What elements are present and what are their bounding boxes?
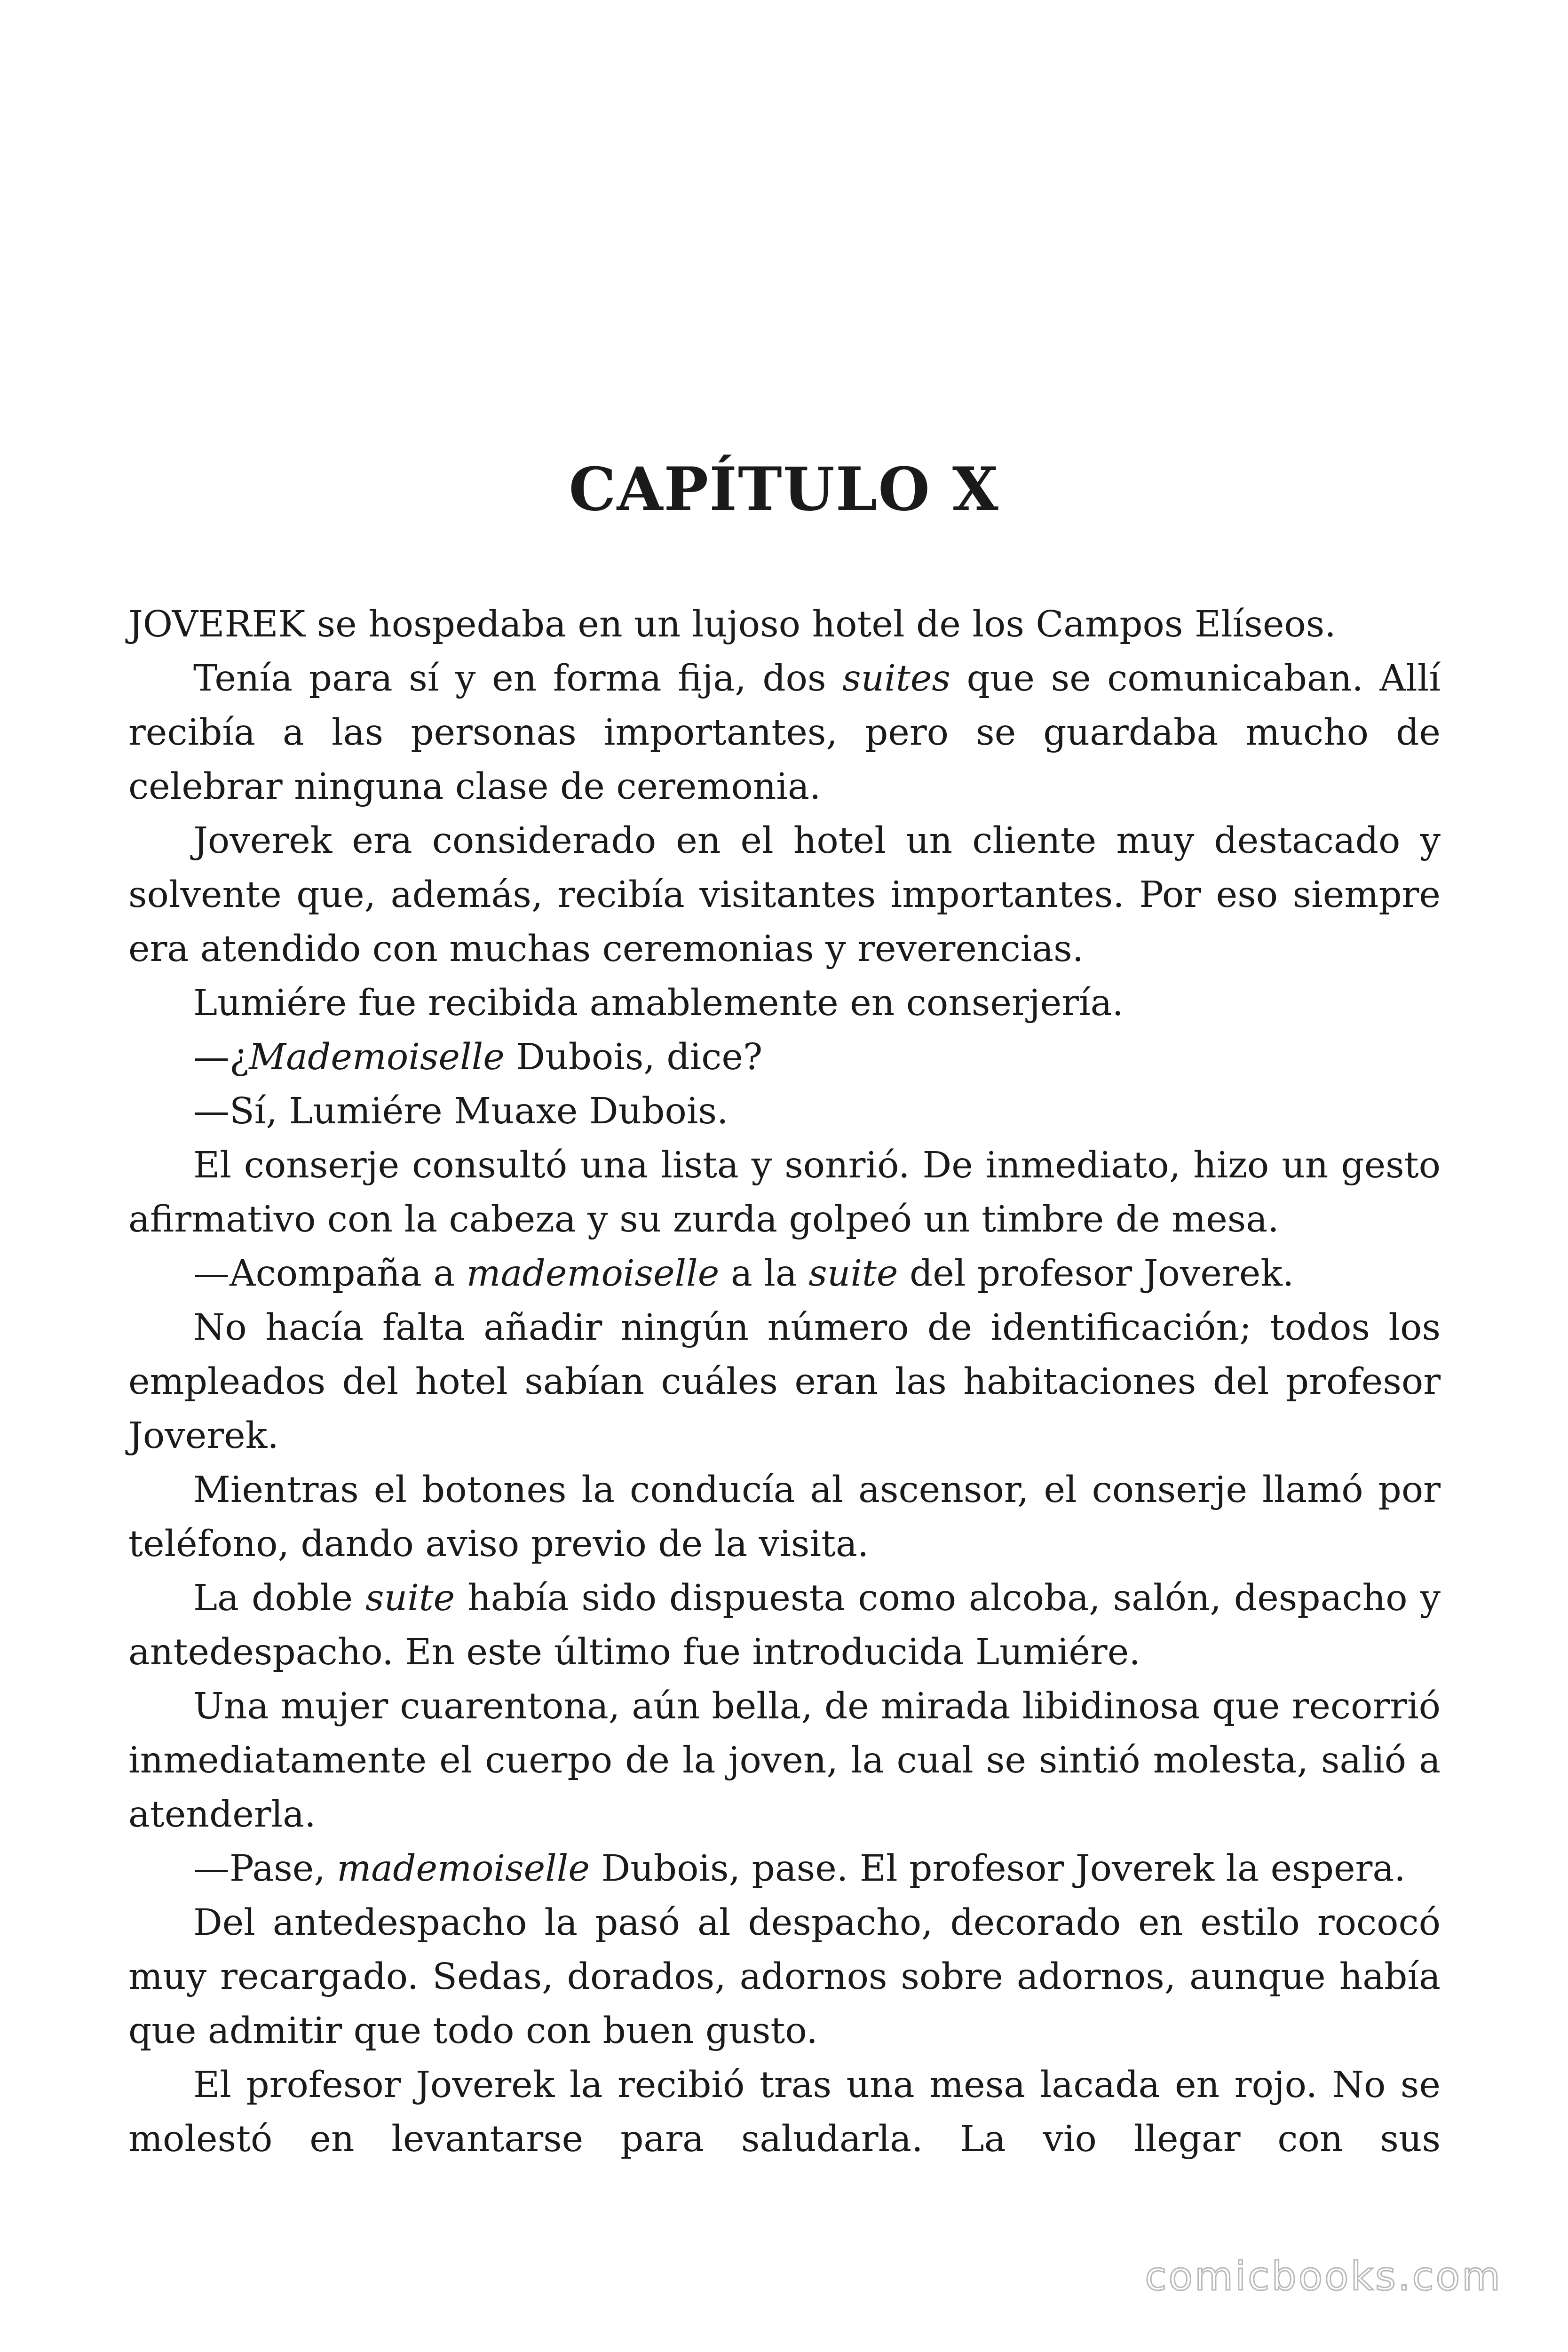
paragraph — [128, 1679, 1441, 1842]
text-run: El profesor Joverek la recibió tras una mesa lacada en rojo. No se molestó en levantarse para saludarla. La vio llegar con sus — [128, 2064, 1441, 2160]
text-run: El conserje consultó una lista y sonrió. De inmediato, hizo un gesto afirmativo con la cabeza y su zurda golpeó un timbre de mesa. — [128, 1144, 1441, 1240]
paragraph — [128, 814, 1441, 976]
italic-text: suites — [842, 658, 950, 699]
text-run: había sido dispuesta como alcoba, salón, despacho y antedespacho. En este último fue introducida Lumiére. — [128, 1577, 1441, 1673]
chapter-body — [128, 597, 1441, 2166]
paragraph — [128, 1571, 1441, 1679]
text-run: Dubois, pase. El profesor Joverek la espera. — [589, 1848, 1406, 1890]
paragraph — [128, 1247, 1441, 1301]
text-run: JOVEREK se hospedaba en un lujoso hotel de los Campos Elíseos. — [128, 604, 1336, 645]
text-run: —¿ — [193, 1036, 249, 1078]
text-run: que se comunicaban. Allí recibía a las personas importantes, pero se guardaba mucho de celebrar ninguna clase de ceremonia. — [128, 658, 1441, 808]
text-run: La doble — [193, 1577, 365, 1619]
italic-text: mademoiselle — [337, 1848, 590, 1890]
paragraph — [128, 1463, 1441, 1571]
paragraph — [128, 652, 1441, 814]
text-run: a la — [719, 1253, 809, 1295]
text-run: Joverek era considerado en el hotel un cliente muy destacado y solvente que, además, recibía visitantes importantes. Por eso siempre era atendido con muchas ceremonias y reverencias. — [128, 820, 1441, 970]
paragraph — [128, 1084, 1441, 1138]
text-run: No hacía falta añadir ningún número de identificación; todos los empleados del hotel sabían cuáles eran las habitaciones del profesor Joverek. — [128, 1307, 1441, 1457]
paragraph — [128, 597, 1441, 652]
text-run: Lumiére fue recibida amablemente en conserjería. — [193, 982, 1124, 1024]
watermark: comicbooks.com — [1145, 2253, 1502, 2299]
text-run: Una mujer cuarentona, aún bella, de mirada libidinosa que recorrió inmediatamente el cuerpo de la joven, la cual se sintió molesta, salió a atenderla. — [128, 1685, 1441, 1836]
paragraph — [128, 1030, 1441, 1084]
italic-text: suite — [365, 1577, 455, 1619]
paragraph — [128, 1896, 1441, 2058]
text-run: del profesor Joverek. — [898, 1253, 1294, 1295]
paragraph — [128, 1138, 1441, 1247]
text-run: Tenía para sí y en forma fija, dos — [193, 658, 843, 699]
italic-text: mademoiselle — [466, 1253, 720, 1295]
text-run: —Acompaña a — [193, 1253, 467, 1295]
text-run: Dubois, dice? — [504, 1036, 763, 1078]
chapter-title: CAPÍTULO X — [569, 454, 999, 524]
text-run: —Pase, — [193, 1848, 337, 1890]
text-run: —Sí, Lumiére Muaxe Dubois. — [193, 1090, 729, 1132]
text-run: Del antedespacho la pasó al despacho, decorado en estilo rococó muy recargado. Sedas, dorados, adornos sobre adornos, aunque había que admitir que todo con buen gusto. — [128, 1902, 1441, 2052]
italic-text: suite — [808, 1253, 898, 1295]
paragraph — [128, 976, 1441, 1030]
paragraph — [128, 1301, 1441, 1463]
italic-text: Mademoiselle — [249, 1036, 505, 1078]
text-run: Mientras el botones la conducía al ascensor, el conserje llamó por teléfono, dando aviso previo de la visita. — [128, 1469, 1441, 1565]
paragraph — [128, 1842, 1441, 1896]
paragraph — [128, 2058, 1441, 2166]
